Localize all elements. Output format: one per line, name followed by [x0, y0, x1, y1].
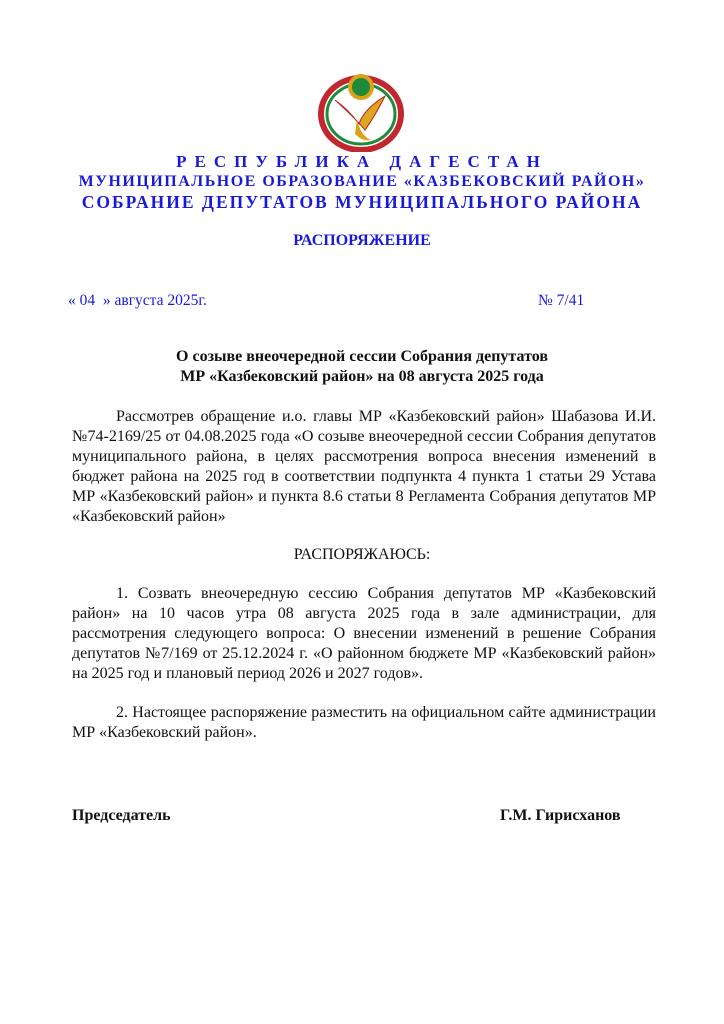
title-line-2: МР «Казбековский район» на 08 августа 2025 года [180, 368, 544, 385]
document-type: РАСПОРЯЖЕНИЕ [293, 232, 431, 249]
document-date: « 04 » августа 2025г. [68, 292, 207, 309]
item-1-paragraph: 1. Созвать внеочередную сессию Собрания депутатов МР «Казбековский район» на 10 часов утра 08 августа 2025 года в зале администрации, для рассмотрения следующего вопроса: О внесении изменений в решение Собрания депутатов №7/169 от 25.12.2024 г. «О районном бюджете МР «Казбековский район» на 2025 год и плановый период 2026 и 2027 годов». [72, 585, 656, 682]
preamble-paragraph: Рассмотрев обращение и.о. главы МР «Казбековский район» Шабазова И.И. №74-2169/25 от 04.08.2025 года «О созыве внеочередной сессии Собрания депутатов муниципального района, в целях рассмотрения вопроса внесения изменений в бюджет района на 2025 год в соответствии подпункта 4 пункта 1 статьи 29 Устава МР «Казбековский район» и пункта 8.6 статьи 8 Регламента Собрания депутатов МР «Казбековский район» [72, 408, 656, 525]
decree-heading: РАСПОРЯЖАЮСЬ: [293, 546, 431, 563]
title-line-1: О созыве внеочередной сессии Собрания депутатов [176, 348, 548, 365]
signatory-name: Г.М. Гирисханов [500, 807, 621, 824]
document-number: № 7/41 [538, 292, 585, 309]
signatory-position: Председатель [72, 807, 171, 824]
item-2-paragraph: 2. Настоящее распоряжение разместить на официальном сайте администрации МР «Казбековский район». [72, 704, 656, 741]
republic-heading: РЕСПУБЛИКА ДАГЕСТАН [176, 152, 548, 171]
municipality-heading: МУНИЦИПАЛЬНОЕ ОБРАЗОВАНИЕ «КАЗБЕКОВСКИЙ РАЙОН» [78, 173, 646, 190]
document-title [0, 347, 724, 387]
assembly-heading: СОБРАНИЕ ДЕПУТАТОВ МУНИЦИПАЛЬНОГО РАЙОНА [81, 192, 643, 212]
district-emblem [315, 70, 407, 152]
